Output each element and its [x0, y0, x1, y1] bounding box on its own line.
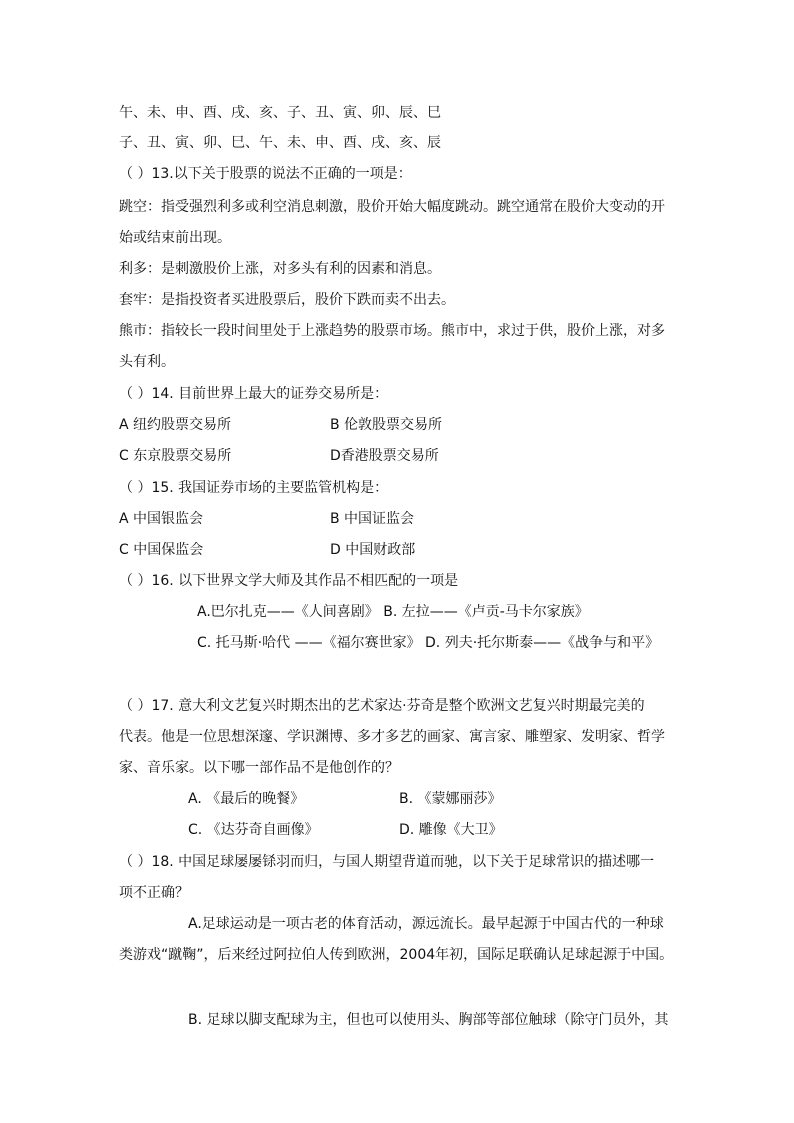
text-line: 子、丑、寅、卯、巳、午、未、申、酉、戌、亥、辰: [119, 135, 441, 151]
question-14: （ ）14. 目前世界上最大的证券交易所是：: [119, 386, 389, 402]
option-c: C. 《达芬奇自画像》: [188, 822, 319, 838]
question-17: （ ）17. 意大利文艺复兴时期杰出的艺术家达·芬奇是整个欧洲文艺复兴时期最完美的: [119, 698, 645, 714]
text-line: 利多：是刺激股价上涨，对多头有利的因素和消息。: [119, 261, 441, 277]
option-a: A 中国银监会: [119, 511, 204, 527]
option-a: A. 《最后的晚餐》: [188, 791, 305, 807]
text-line: 套牢：是指投资者买进股票后，股价下跌而卖不出去。: [119, 292, 455, 308]
text-line: 代表。他是一位思想深邃、学识渊博、多才多艺的画家、寓言家、雕塑家、发明家、哲学: [119, 729, 665, 745]
option-b: B 伦敦股票交易所: [330, 417, 443, 433]
option-c: C 东京股票交易所: [119, 448, 232, 464]
text-line: 跳空：指受强烈利多或利空消息刺激，股价开始大幅度跳动。跳空通常在股价大变动的开: [119, 199, 665, 215]
option-c: C 中国保监会: [119, 542, 204, 558]
option-d: D 中国财政部: [330, 542, 416, 558]
option-d: D香港股票交易所: [330, 448, 439, 464]
option-d: D. 雕像《大卫》: [399, 822, 503, 838]
options-ab: A.巴尔扎克——《人间喜剧》 B. 左拉——《卢贡-马卡尔家族》: [197, 604, 589, 620]
option-b: B 中国证监会: [330, 511, 415, 527]
text-line: 项不正确？: [119, 885, 189, 901]
option-b: B. 足球以脚支配球为主，但也可以使用头、胸部等部位触球（除守门员外，其: [188, 1012, 669, 1028]
option-a: A.足球运动是一项古老的体育活动，源远流长。最早起源于中国古代的一种球: [188, 916, 664, 932]
text-line: 熊市：指较长一段时间里处于上涨趋势的股票市场。熊市中，求过于供，股价上涨，对多: [119, 323, 665, 339]
question-13: （ ）13.以下关于股票的说法不正确的一项是：: [119, 166, 412, 182]
option-a: A 纽约股票交易所: [119, 417, 232, 433]
options-cd: C. 托马斯·哈代 ——《福尔赛世家》 D. 列夫·托尔斯泰——《战争与和平》: [197, 635, 660, 651]
text-line: 始或结束前出现。: [119, 230, 231, 246]
text-line: 午、未、申、酉、戌、亥、子、丑、寅、卯、辰、巳: [119, 105, 441, 121]
question-18: （ ）18. 中国足球屡屡铩羽而归，与国人期望背道而驰，以下关于足球常识的描述哪一: [119, 854, 655, 870]
text-line: 家、音乐家。以下哪一部作品不是他创作的？: [119, 760, 399, 776]
question-16: （ ）16. 以下世界文学大师及其作品不相匹配的一项是: [119, 573, 459, 589]
option-b: B. 《蒙娜丽莎》: [399, 791, 502, 807]
text-line: 类游戏“蹴鞠”，后来经过阿拉伯人传到欧洲，2004年初，国际足联确认足球起源于中国。: [119, 947, 674, 963]
text-line: 头有利。: [119, 354, 175, 370]
question-15: （ ）15. 我国证券市场的主要监管机构是：: [119, 480, 389, 496]
